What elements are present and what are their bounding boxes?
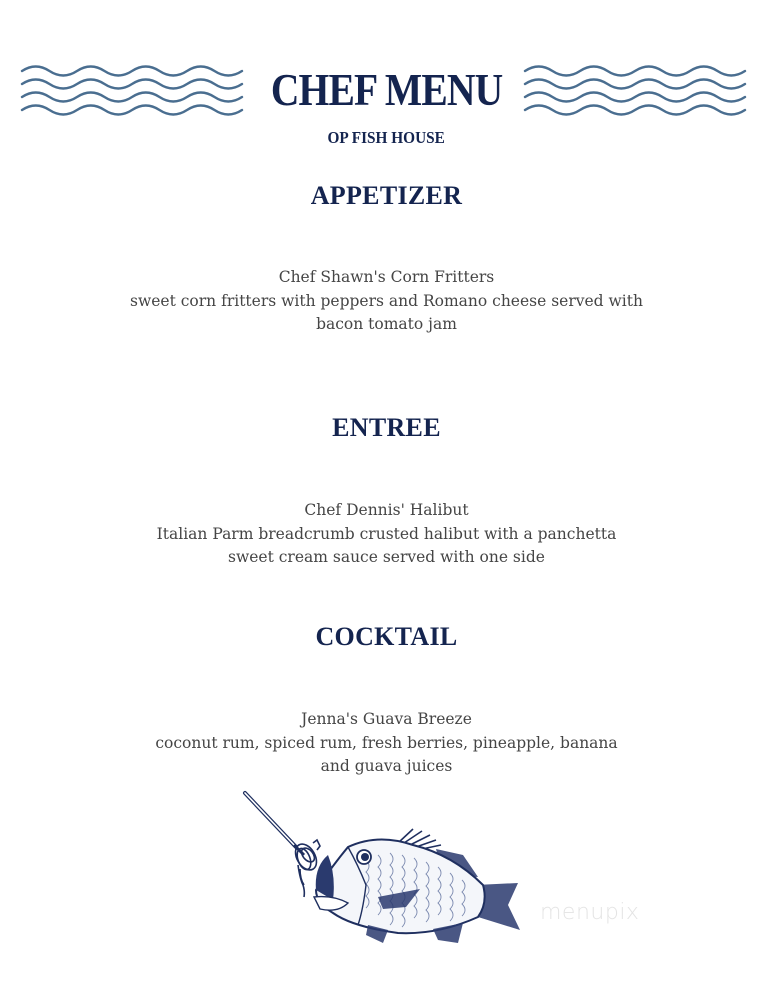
menu-item-cocktail — [0, 708, 773, 779]
restaurant-name — [0, 127, 773, 149]
menu-item-entree — [0, 499, 773, 570]
item-description-line: coconut rum, spiced rum, fresh berries, pineapple, banana — [155, 733, 618, 752]
section-heading-entree: ENTREE — [332, 413, 441, 442]
section-heading-appetizer: APPETIZER — [310, 181, 463, 210]
item-name: Chef Shawn's Corn Fritters — [278, 268, 495, 286]
item-description-line: sweet corn fritters with peppers and Romano cheese served with — [130, 291, 643, 310]
item-description-line: sweet cream sauce served with one side — [228, 548, 545, 566]
wave-lines-icon — [523, 60, 747, 120]
section-heading-cocktail: COCKTAIL — [315, 622, 458, 651]
item-name: Chef Dennis' Halibut — [304, 501, 469, 519]
menu-item-appetizer — [0, 266, 773, 337]
fork-icon — [245, 793, 304, 855]
watermark: menupix — [540, 900, 640, 925]
restaurant-name-text: OP FISH HOUSE — [327, 128, 446, 147]
item-description-line: Italian Parm breadcrumb crusted halibut with a panchetta — [156, 524, 617, 543]
item-description-line: bacon tomato jam — [316, 315, 457, 333]
item-description-line: and guava juices — [320, 757, 453, 775]
fish-icon — [314, 829, 520, 943]
fish-eating-pasta-from-fork-icon — [238, 785, 528, 950]
item-name: Jenna's Guava Breeze — [301, 710, 472, 728]
menu-title-text: CHEF MENU — [270, 64, 503, 115]
